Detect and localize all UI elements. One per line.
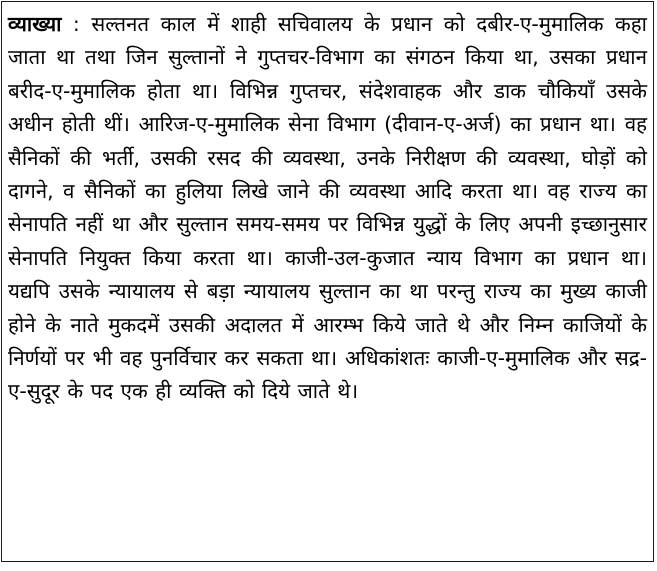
label-separator: : [61,12,92,36]
explanation-paragraph [8,8,647,409]
cropped-next-line [40,563,200,571]
explanation-box [1,1,654,562]
explanation-text: सल्तनत काल में शाही सचिवालय के प्रधान को दबीर-ए-मुमालिक कहा जाता था तथा जिन सुल्तानों ने गुप्तचर-विभाग का संगठन किया था, उसका प्रधान बरीद-ए-मुमालिक होता था। विभिन्न गुप्तचर, संदेशवाहक और डाक चौकियाँ उसके अधीन होती थीं। आरिज-ए-मुमालिक सेना विभाग (दीवान-ए-अर्ज) का प्रधान था। वह सैनिकों की भर्ती, उसकी रसद की व्यवस्था, उनके निरीक्षण की व्यवस्था, घोड़ों को दागने, व सैनिकों का हुलिया लिखे जाने की व्यवस्था आदि करता था। वह राज्य का सेनापति नहीं था और सुल्तान समय-समय पर विभिन्न युद्धों के लिए अपनी इच्छानुसार सेनापति नियुक्त किया करता था। काजी-उल-कुजात न्याय विभाग का प्रधान था। यद्यपि उसके न्यायालय से बड़ा न्यायालय सुल्तान का था परन्तु राज्य का मुख्य काजी होने के नाते मुकदमें उसकी अदालत में आरम्भ किये जाते थे और निम्न काजियों के निर्णयों पर भी वह पुनर्विचार कर सकता था। अधिकांशतः काजी-ए-मुमालिक और सद्र-ए-सुदूर के पद एक ही व्यक्ति को दिये जाते थे। [8,12,647,404]
explanation-label: व्याख्या [8,12,62,36]
